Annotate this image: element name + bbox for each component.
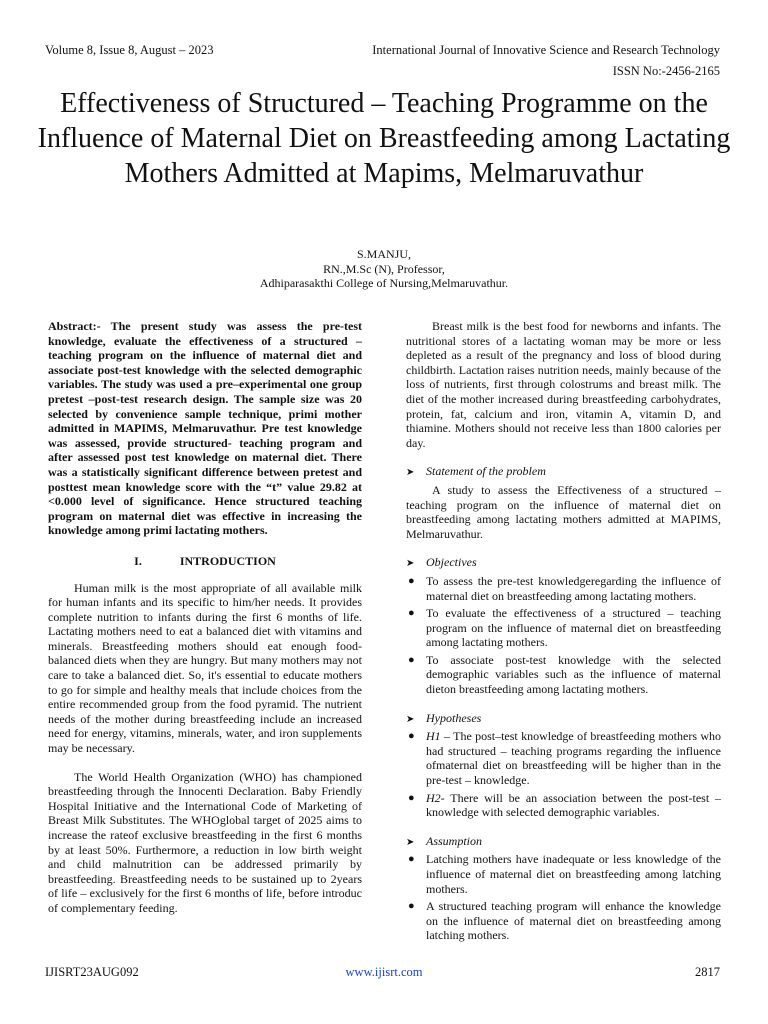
hypotheses-heading-text: Hypotheses xyxy=(426,710,482,725)
objectives-list xyxy=(406,574,721,697)
author-credentials: RN.,M.Sc (N), Professor, xyxy=(323,261,445,276)
right-column xyxy=(406,319,721,946)
header-issn: ISSN No:-2456-2165 xyxy=(612,64,720,78)
bullet-icon: ● xyxy=(408,900,415,913)
hypotheses-heading xyxy=(406,711,721,728)
hypothesis-label: H2 xyxy=(426,790,441,805)
list-item: ● To evaluate the effectiveness of a structured – teaching program on the influence of maternal diet on breastfeeding among lactating mothers. xyxy=(408,606,721,650)
left-column xyxy=(48,319,362,916)
arrow-bullet-icon: ➤ xyxy=(406,558,415,570)
list-item: ● H2- There will be an association between the post-test – knowledge with selected demographic variables. xyxy=(408,790,721,820)
bullet-icon: ● xyxy=(408,653,415,666)
bullet-icon: ● xyxy=(408,607,415,620)
bullet-icon: ● xyxy=(408,730,415,743)
list-item: ● A structured teaching program will enhance the knowledge on the influence of maternal diet on breastfeeding among latching mothers. xyxy=(408,899,721,943)
objectives-heading-text: Objectives xyxy=(426,555,477,570)
assumption-heading-text: Assumption xyxy=(426,833,483,848)
section-number: I. xyxy=(134,553,142,568)
footer-page-number: 2817 xyxy=(695,965,720,979)
list-item: ● To assess the pre-test knowledgeregarding the influence of maternal diet on breastfeeding among lactating mothers. xyxy=(408,573,721,603)
abstract: Abstract:- The present study was assess the pre-test knowledge, evaluate the effectiveness of a structured – teaching program on the influence of maternal diet and associate post-test knowledge with the selected demographic variables. The study was used a pre–experimental one group pretest –post-test research design. The sample size was 20 selected by convenience sample technique, primi mother admitted in MAPIMS, Melmaruvathur. Pre test knowledge was assessed, provide structured- teaching program and after assessed post test knowledge on maternal diet. There was a statistically significant difference between pretest and posttest mean knowledge score with the “t” value 29.82 at <0.000 level of significance. Hence structured teaching program on maternal diet was effective in increasing the knowledge among primi lactating mothers. xyxy=(48,319,362,538)
section-heading-introduction xyxy=(48,554,362,569)
intro-paragraph-1: Human milk is the most appropriate of all available milk for human infants and its specific to him/her needs. It provides complete nutrition to infants during the first 6 months of life. Lactating mothers need to eat a balanced diet with vitamins and minerals. Breastfeeding mothers should eat enough food-balanced diets when they are hungry. But many mothers may not care to take a balanced diet. So, it's essential to educate mothers to go for simple and healthy meals that include choices from the entire recommended group from the food pyramid. The nutrient needs of the mother during breastfeeding include an increased need for energy, vitamins, minerals, water, and iron supplements may be necessary. xyxy=(48,580,362,756)
footer-code: IJISRT23AUG092 xyxy=(45,965,139,979)
list-item: ● To associate post-test knowledge with the selected demographic variables such as the influence of maternal dieton breastfeeding among lactating mothers. xyxy=(408,652,721,697)
objectives-heading xyxy=(406,555,721,572)
arrow-bullet-icon: ➤ xyxy=(406,836,415,848)
author-affiliation: Adhiparasakthi College of Nursing,Melmaruvathur. xyxy=(259,276,509,290)
hypothesis-label: H1 xyxy=(426,729,441,744)
author-block xyxy=(0,247,768,291)
bullet-icon: ● xyxy=(408,791,415,804)
statement-heading xyxy=(406,464,721,481)
statement-text: A study to assess the Effectiveness of a structured – teaching program on the influence of maternal diet on breastfeeding among lactating mothers admitted at MAPIMS, Melmaruvathur. xyxy=(406,482,721,541)
hypotheses-list xyxy=(406,729,721,820)
arrow-bullet-icon: ➤ xyxy=(406,713,415,725)
list-item: ● Latching mothers have inadequate or less knowledge of the influence of maternal diet on breastfeeding among latching mothers. xyxy=(408,852,721,896)
assumption-heading xyxy=(406,834,721,851)
header-journal: International Journal of Innovative Science and Research Technology xyxy=(372,43,720,57)
intro-paragraph-2: The World Health Organization (WHO) has championed breastfeeding through the Innocenti Declaration. Baby Friendly Hospital Initiative and the International Code of Marketing of Breast Milk Substitutes. The WHOglobal target of 2025 aims to increase the rateof exclusive breastfeeding in the first 6 months by at least 50%. Furthermore, a reduction in low birth weight and child malnutrition can be addressed primarily by breastfeeding. Breastfeeding needs to be sustained up to 2years of life – exclusively for the first 6 months of life, before introduc of complementary feeding. xyxy=(48,769,362,915)
right-paragraph-1: Breast milk is the best food for newborns and infants. The nutritional stores of a lactating woman may be more or less depleted as a result of the pregnancy and loss of blood during childbirth. Lactation raises nutrition needs, mainly because of the loss of nutrients, first through colostrums and breast milk. The diet of the mother increased during breastfeeding carbohydrates, protein, fat, calcium and iron, vitamin A, vitamin D, and thiamine. Mothers should not receive less than 1800 calories per day. xyxy=(406,319,721,450)
bullet-icon: ● xyxy=(408,574,415,587)
header-volume: Volume 8, Issue 8, August – 2023 xyxy=(45,43,214,57)
footer-url-link[interactable]: www.ijisrt.com xyxy=(345,965,423,979)
bullet-icon: ● xyxy=(408,853,415,866)
list-item: ● H1 – The post–test knowledge of breastfeeding mothers who had structured – teaching programs regarding the influence ofmaternal diet on breastfeeding will be higher than in the pre-test – knowledge. xyxy=(408,729,721,788)
statement-heading-text: Statement of the problem xyxy=(426,464,546,479)
paper-title: Effectiveness of Structured – Teaching Programme on the Influence of Maternal Diet on Breastfeeding among Lactating Mothers Admitted at Mapims, Melmaruvathur xyxy=(37,88,731,189)
arrow-bullet-icon: ➤ xyxy=(406,467,415,479)
assumptions-list xyxy=(406,852,721,943)
author-name: S.MANJU, xyxy=(356,247,411,261)
section-title: INTRODUCTION xyxy=(179,553,276,568)
